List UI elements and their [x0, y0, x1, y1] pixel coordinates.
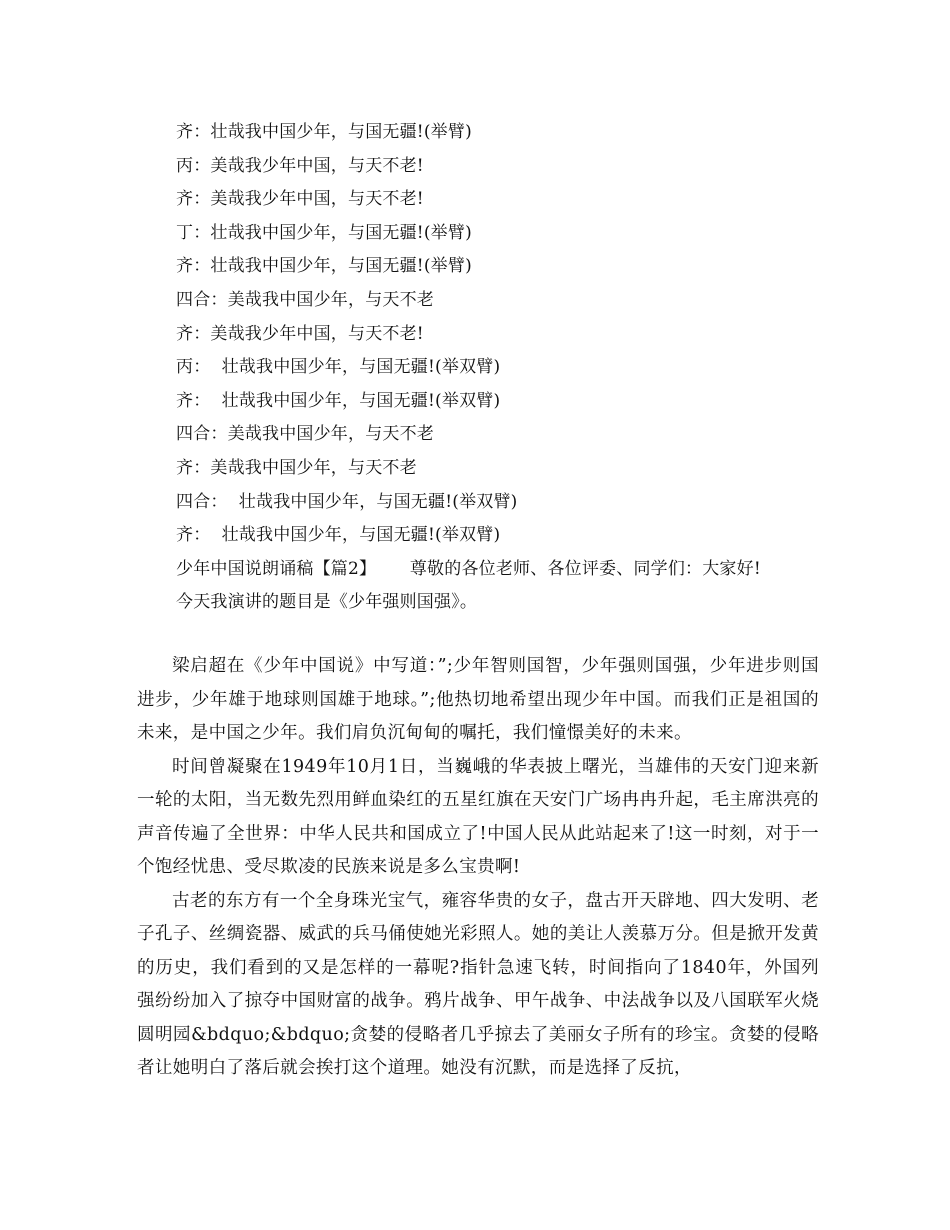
dialogue-line: 四合：美哉我中国少年，与天不老: [176, 424, 434, 445]
dialogue-line: 齐：美哉我少年中国，与天不老!: [176, 323, 424, 344]
dialogue-line: 四合： 壮哉我中国少年，与国无疆!(举双臂): [176, 491, 518, 512]
dialogue-line: 齐：壮哉我中国少年，与国无疆!(举臂): [176, 122, 472, 142]
section-heading-line: 少年中国说朗诵稿【篇2】 尊敬的各位老师、各位评委、同学们：大家好!: [176, 558, 761, 579]
dialogue-line: 四合：美哉我中国少年，与天不老: [176, 289, 434, 310]
dialogue-line: 齐：美哉我少年中国，与天不老!: [176, 189, 424, 210]
dialogue-block: [176, 116, 876, 620]
dialogue-line: 齐：壮哉我中国少年，与国无疆!(举臂): [176, 256, 472, 277]
paragraph-ancient-east: 古老的东方有一个全身珠光宝气，雍容华贵的女子，盘古开天辟地、四大发明、老子孔子、丝绸瓷器、威武的兵马俑使她光彩照人。她的美让人羡慕万分。但是掀开发黄的历史，我们看到的又是怎样的一幕呢?指针急速飞转，时间指向了1840年，外国列强纷纷加入了掠夺中国财富的战争。鸦片战争、甲午战争、中法战争以及八国联军火烧圆明园&bdquo;&bdquo;贪婪的侵略者几乎掠去了美丽女子所有的珍宝。贪婪的侵略者让她明白了落后就会挨打这个道理。她没有沉默，而是选择了反抗，: [137, 890, 819, 1078]
paragraph-1949: 时间曾凝聚在1949年10月1日，当巍峨的华表披上曙光，当雄伟的天安门迎来新一轮的太阳，当无数先烈用鲜血染红的五星红旗在天安门广场冉冉升起，毛主席洪亮的声音传遍了全世界：中华人民共和国成立了!中国人民从此站起来了!这一时刻，对于一个饱经忧患、受尽欺凌的民族来说是多么宝贵啊!: [137, 756, 819, 877]
dialogue-line: 齐： 壮哉我中国少年，与国无疆!(举双臂): [176, 525, 501, 546]
paragraph-liang-qichao: 梁启超在《少年中国说》中写道：”;少年智则国智，少年强则国强，少年进步则国进步，少年雄于地球则国雄于地球。”;他热切地希望出现少年中国。而我们正是祖国的未来，是中国之少年。我们肩负沉甸甸的嘱托，我们憧憬美好的未来。: [137, 656, 819, 743]
dialogue-line: 齐： 壮哉我中国少年，与国无疆!(举双臂): [176, 390, 501, 411]
dialogue-line: 丙：美哉我少年中国，与天不老!: [176, 155, 424, 176]
speech-title-line: 今天我演讲的题目是《少年强则国强》。: [176, 592, 478, 613]
dialogue-line: 丙： 壮哉我中国少年，与国无疆!(举双臂): [176, 357, 501, 378]
dialogue-line: 齐：美哉我中国少年，与天不老: [176, 457, 417, 478]
speech-body: [137, 650, 819, 1086]
dialogue-line: 丁：壮哉我中国少年，与国无疆!(举臂): [176, 222, 472, 243]
